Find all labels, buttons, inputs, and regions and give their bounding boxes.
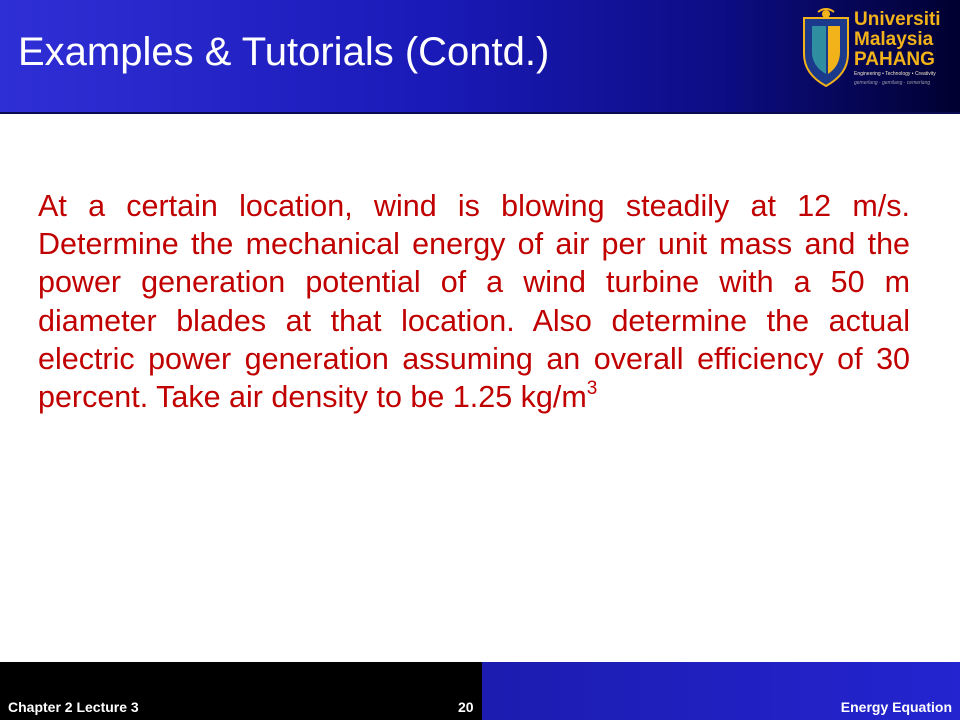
slide-header [0,0,960,114]
problem-statement [38,187,910,416]
logo-line-1: Universiti [854,9,941,30]
logo-line-2: Malaysia [854,29,934,50]
shield-emblem-icon [798,8,854,88]
footer-topic-label: Energy Equation [840,699,952,715]
footer-chapter-label: Chapter 2 Lecture 3 [8,699,139,715]
unit-superscript: 3 [586,378,598,400]
logo-wordmark [854,10,950,88]
footer-page-number: 20 [458,699,474,715]
university-logo [798,8,950,104]
logo-tagline: Engineering • Technology • Creativity [854,71,936,77]
logo-line-3: PAHANG [854,49,935,70]
logo-slogan: gemerlang · gemilang · cemerlang [854,80,931,86]
slide-title: Examples & Tutorials (Contd.) [18,30,550,74]
problem-text: At a certain location, wind is blowing steadily at 12 m/s. Determine the mechanical energy of air per unit mass and the power generation potential of a wind turbine with a 50 m diameter blades at that location. Also determine the actual electric power generation assuming an overall efficiency of 30 percent. Take air density to be 1.25 kg/m [38,189,910,415]
